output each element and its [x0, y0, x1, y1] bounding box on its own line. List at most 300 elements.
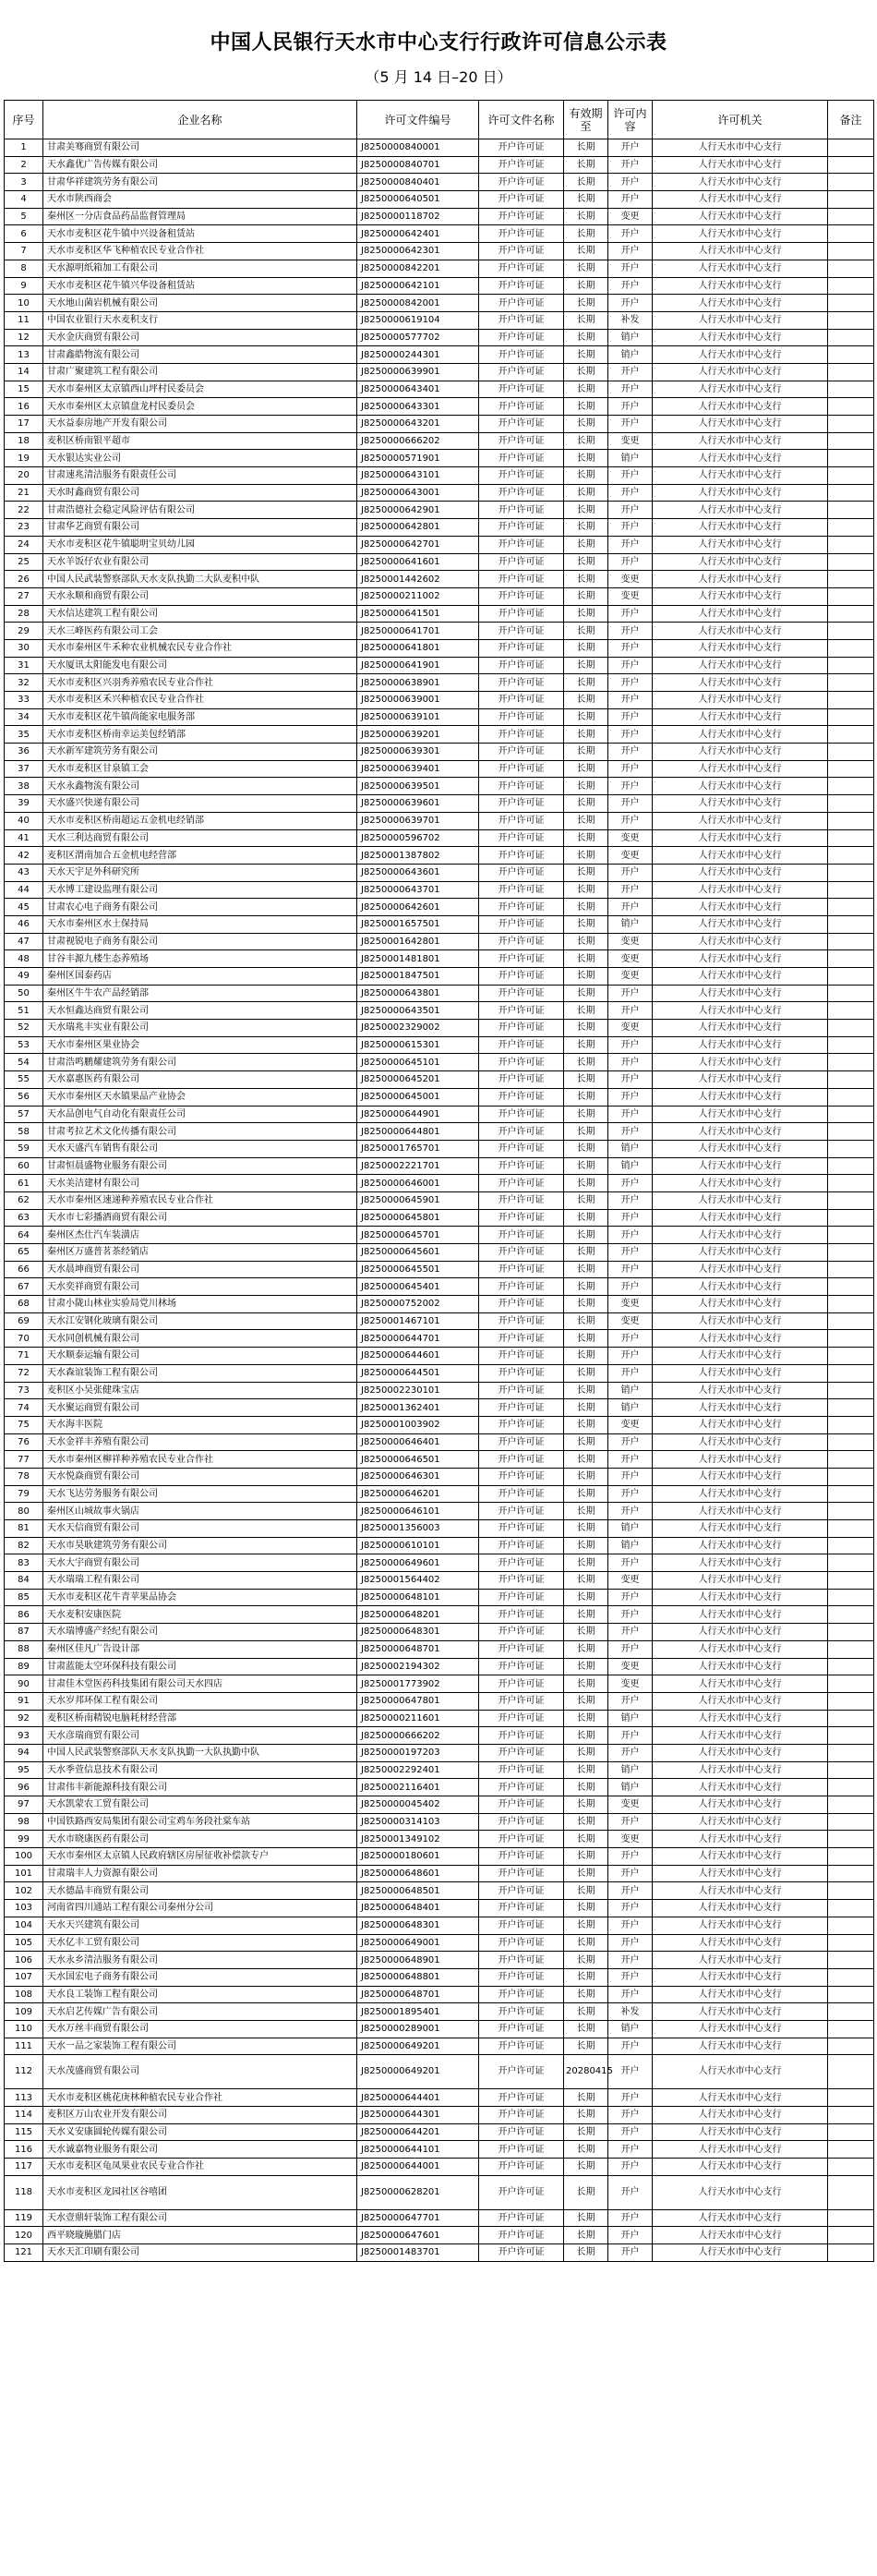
- cell-license-name: 开户许可证: [479, 1209, 564, 1227]
- cell-authority: 人行天水市中心支行: [653, 1261, 828, 1278]
- table-row: [5, 864, 874, 881]
- cell-authority: 人行天水市中心支行: [653, 1296, 828, 1313]
- cell-license-content: 开户: [608, 1330, 653, 1348]
- cell-valid-until: 长期: [564, 1848, 608, 1866]
- cell-license-content: 开户: [608, 174, 653, 191]
- cell-remarks: [828, 1140, 874, 1157]
- table-row: [5, 1968, 874, 1986]
- table-row: [5, 1485, 874, 1503]
- table-row: [5, 502, 874, 519]
- cell-license-name: 开户许可证: [479, 1917, 564, 1934]
- cell-valid-until: 长期: [564, 933, 608, 950]
- cell-authority: 人行天水市中心支行: [653, 1554, 828, 1572]
- cell-license-name: 开户许可证: [479, 2107, 564, 2124]
- cell-license-number: J8250001564402: [357, 1572, 479, 1590]
- cell-remarks: [828, 1779, 874, 1796]
- cell-license-content: 开户: [608, 1640, 653, 1658]
- cell-license-content: 开户: [608, 692, 653, 709]
- cell-company: 秦州区牛牛农产品经销部: [43, 985, 357, 1002]
- cell-company: 天水瑞博盛产经纪有限公司: [43, 1624, 357, 1641]
- cell-valid-until: 长期: [564, 174, 608, 191]
- cell-company: 天水博工建设监理有限公司: [43, 881, 357, 899]
- cell-license-name: 开户许可证: [479, 346, 564, 364]
- table-row: [5, 1209, 874, 1227]
- cell-license-content: 开户: [608, 1191, 653, 1209]
- table-row: [5, 2159, 874, 2176]
- cell-index: 81: [5, 1520, 43, 1538]
- cell-valid-until: 长期: [564, 881, 608, 899]
- table-row: [5, 2123, 874, 2141]
- cell-company: 天水金祥丰养殖有限公司: [43, 1433, 357, 1451]
- table-row: [5, 363, 874, 381]
- cell-license-content: 开户: [608, 1848, 653, 1866]
- cell-remarks: [828, 1848, 874, 1866]
- cell-remarks: [828, 1191, 874, 1209]
- cell-remarks: [828, 1106, 874, 1123]
- cell-index: 105: [5, 1934, 43, 1952]
- cell-license-name: 开户许可证: [479, 1312, 564, 1330]
- cell-company: 天水市麦积区花牛镇尚能家电服务部: [43, 708, 357, 726]
- cell-remarks: [828, 985, 874, 1002]
- cell-remarks: [828, 191, 874, 209]
- cell-license-number: J8250000644001: [357, 2159, 479, 2176]
- cell-license-number: J8250000314103: [357, 1813, 479, 1831]
- cell-company: 麦积区小吴张健珠宝店: [43, 1382, 357, 1399]
- cell-valid-until: 长期: [564, 1209, 608, 1227]
- cell-license-content: 变更: [608, 1658, 653, 1675]
- cell-license-name: 开户许可证: [479, 778, 564, 795]
- cell-license-number: J8250000639701: [357, 812, 479, 829]
- cell-license-number: J8250001847501: [357, 968, 479, 986]
- cell-remarks: [828, 1433, 874, 1451]
- cell-company: 秦州区万盛普茗茶经销店: [43, 1244, 357, 1262]
- cell-index: 89: [5, 1658, 43, 1675]
- cell-authority: 人行天水市中心支行: [653, 1917, 828, 1934]
- cell-valid-until: 长期: [564, 1416, 608, 1433]
- cell-license-number: J8250000643201: [357, 416, 479, 433]
- cell-valid-until: 长期: [564, 329, 608, 346]
- cell-index: 78: [5, 1468, 43, 1485]
- cell-valid-until: 长期: [564, 1520, 608, 1538]
- cell-authority: 人行天水市中心支行: [653, 174, 828, 191]
- cell-remarks: [828, 778, 874, 795]
- cell-valid-until: 长期: [564, 1554, 608, 1572]
- cell-license-content: 开户: [608, 2141, 653, 2159]
- cell-remarks: [828, 1554, 874, 1572]
- cell-license-content: 开户: [608, 1468, 653, 1485]
- table-row: [5, 1278, 874, 1296]
- cell-license-name: 开户许可证: [479, 1416, 564, 1433]
- cell-valid-until: 长期: [564, 623, 608, 640]
- cell-license-number: J8250000647701: [357, 2209, 479, 2227]
- cell-remarks: [828, 864, 874, 881]
- cell-valid-until: 长期: [564, 950, 608, 968]
- header-authority: 许可机关: [653, 101, 828, 139]
- table-row: [5, 536, 874, 553]
- cell-index: 19: [5, 450, 43, 467]
- cell-license-content: 开户: [608, 2209, 653, 2227]
- cell-license-number: J8250000244301: [357, 346, 479, 364]
- cell-valid-until: 长期: [564, 1640, 608, 1658]
- cell-company: 天水市麦积区桥南超运五金机电经销部: [43, 812, 357, 829]
- cell-license-number: J8250000647601: [357, 2227, 479, 2244]
- cell-license-name: 开户许可证: [479, 760, 564, 778]
- cell-index: 91: [5, 1692, 43, 1710]
- table-row: [5, 467, 874, 485]
- cell-remarks: [828, 1865, 874, 1882]
- table-row: [5, 1054, 874, 1071]
- cell-license-number: J8250000649201: [357, 2038, 479, 2055]
- cell-authority: 人行天水市中心支行: [653, 2209, 828, 2227]
- cell-remarks: [828, 1002, 874, 1020]
- cell-authority: 人行天水市中心支行: [653, 1503, 828, 1520]
- cell-authority: 人行天水市中心支行: [653, 1433, 828, 1451]
- cell-remarks: [828, 1986, 874, 2003]
- cell-authority: 人行天水市中心支行: [653, 1382, 828, 1399]
- cell-license-content: 开户: [608, 1813, 653, 1831]
- cell-valid-until: 长期: [564, 432, 608, 450]
- table-row: [5, 2227, 874, 2244]
- cell-remarks: [828, 2089, 874, 2107]
- cell-license-number: J8250000577702: [357, 329, 479, 346]
- cell-license-number: J8250000646301: [357, 1468, 479, 1485]
- cell-company: 天水市麦积区花牛青苹果品协会: [43, 1589, 357, 1606]
- cell-valid-until: 长期: [564, 1952, 608, 1969]
- cell-company: 秦州区山城故事火锅店: [43, 1503, 357, 1520]
- cell-company: 天水市秦州区果业协会: [43, 1036, 357, 1054]
- cell-authority: 人行天水市中心支行: [653, 381, 828, 398]
- cell-company: 甘肃速兆清洁服务有限责任公司: [43, 467, 357, 485]
- cell-license-number: J8250000842201: [357, 260, 479, 277]
- cell-remarks: [828, 346, 874, 364]
- cell-license-name: 开户许可证: [479, 1191, 564, 1209]
- cell-valid-until: 长期: [564, 1071, 608, 1089]
- cell-authority: 人行天水市中心支行: [653, 1468, 828, 1485]
- table-row: [5, 744, 874, 761]
- cell-authority: 人行天水市中心支行: [653, 243, 828, 260]
- cell-index: 118: [5, 2175, 43, 2209]
- cell-license-number: J8250000596702: [357, 829, 479, 847]
- cell-license-content: 开户: [608, 1088, 653, 1106]
- cell-license-name: 开户许可证: [479, 398, 564, 416]
- cell-valid-until: 长期: [564, 1227, 608, 1244]
- cell-license-content: 变更: [608, 847, 653, 865]
- table-row: [5, 432, 874, 450]
- cell-authority: 人行天水市中心支行: [653, 1692, 828, 1710]
- cell-authority: 人行天水市中心支行: [653, 915, 828, 933]
- cell-license-content: 开户: [608, 1348, 653, 1365]
- cell-license-number: J8250001442602: [357, 571, 479, 588]
- table-row: [5, 881, 874, 899]
- cell-valid-until: 长期: [564, 1624, 608, 1641]
- cell-valid-until: 长期: [564, 1364, 608, 1382]
- cell-license-content: 开户: [608, 1209, 653, 1227]
- cell-company: 天水天信商贸有限公司: [43, 1520, 357, 1538]
- table-row: [5, 795, 874, 813]
- cell-license-number: J8250000571901: [357, 450, 479, 467]
- cell-license-number: J8250002221701: [357, 1157, 479, 1175]
- cell-license-name: 开户许可证: [479, 1968, 564, 1986]
- cell-company: 天水市秦州区天水镇果品产业协会: [43, 1088, 357, 1106]
- cell-remarks: [828, 484, 874, 502]
- cell-license-content: 开户: [608, 1123, 653, 1141]
- cell-remarks: [828, 623, 874, 640]
- cell-remarks: [828, 1658, 874, 1675]
- cell-company: 天水顺泰运输有限公司: [43, 1348, 357, 1365]
- cell-authority: 人行天水市中心支行: [653, 1952, 828, 1969]
- cell-license-number: J8250000639501: [357, 778, 479, 795]
- cell-remarks: [828, 295, 874, 312]
- cell-license-name: 开户许可证: [479, 1986, 564, 2003]
- cell-remarks: [828, 1952, 874, 1969]
- cell-valid-until: 长期: [564, 674, 608, 692]
- license-table: [4, 100, 874, 2262]
- cell-license-number: J8250000648301: [357, 1917, 479, 1934]
- cell-license-number: J8250000648701: [357, 1986, 479, 2003]
- cell-remarks: [828, 1348, 874, 1365]
- cell-remarks: [828, 2209, 874, 2227]
- cell-company: 秦州区国泰药店: [43, 968, 357, 986]
- cell-license-name: 开户许可证: [479, 156, 564, 174]
- cell-license-content: 开户: [608, 502, 653, 519]
- cell-license-name: 开户许可证: [479, 708, 564, 726]
- cell-valid-until: 长期: [564, 1106, 608, 1123]
- cell-remarks: [828, 381, 874, 398]
- cell-index: 108: [5, 1986, 43, 2003]
- table-row: [5, 829, 874, 847]
- cell-index: 83: [5, 1554, 43, 1572]
- cell-authority: 人行天水市中心支行: [653, 2175, 828, 2209]
- cell-license-name: 开户许可证: [479, 1227, 564, 1244]
- cell-license-name: 开户许可证: [479, 1640, 564, 1658]
- cell-valid-until: 长期: [564, 2123, 608, 2141]
- cell-valid-until: 长期: [564, 381, 608, 398]
- cell-license-number: J8250000646001: [357, 1175, 479, 1192]
- cell-remarks: [828, 1813, 874, 1831]
- table-row: [5, 985, 874, 1002]
- cell-valid-until: 长期: [564, 484, 608, 502]
- cell-index: 20: [5, 467, 43, 485]
- table-row: [5, 346, 874, 364]
- cell-license-number: J8250000641501: [357, 605, 479, 623]
- table-row: [5, 1244, 874, 1262]
- cell-remarks: [828, 1020, 874, 1037]
- cell-remarks: [828, 708, 874, 726]
- cell-license-number: J8250000642701: [357, 536, 479, 553]
- cell-authority: 人行天水市中心支行: [653, 778, 828, 795]
- cell-company: 天水市麦积区龙园社区谷嘻团: [43, 2175, 357, 2209]
- cell-license-content: 变更: [608, 1416, 653, 1433]
- cell-license-name: 开户许可证: [479, 536, 564, 553]
- cell-license-name: 开户许可证: [479, 1364, 564, 1382]
- cell-license-content: 开户: [608, 1503, 653, 1520]
- cell-license-name: 开户许可证: [479, 1036, 564, 1054]
- cell-license-content: 开户: [608, 812, 653, 829]
- cell-company: 天水茂盛商贸有限公司: [43, 2055, 357, 2089]
- cell-authority: 人行天水市中心支行: [653, 277, 828, 295]
- cell-index: 61: [5, 1175, 43, 1192]
- cell-authority: 人行天水市中心支行: [653, 1002, 828, 1020]
- cell-authority: 人行天水市中心支行: [653, 1312, 828, 1330]
- cell-authority: 人行天水市中心支行: [653, 1485, 828, 1503]
- cell-valid-until: 长期: [564, 2209, 608, 2227]
- cell-company: 天水三峰医药有限公司工会: [43, 623, 357, 640]
- table-row: [5, 657, 874, 674]
- cell-license-name: 开户许可证: [479, 2003, 564, 2021]
- cell-authority: 人行天水市中心支行: [653, 1796, 828, 1814]
- cell-license-content: 开户: [608, 243, 653, 260]
- cell-authority: 人行天水市中心支行: [653, 1209, 828, 1227]
- cell-license-name: 开户许可证: [479, 2123, 564, 2141]
- cell-index: 92: [5, 1710, 43, 1727]
- table-row: [5, 899, 874, 916]
- cell-index: 71: [5, 1348, 43, 1365]
- cell-index: 107: [5, 1968, 43, 1986]
- cell-valid-until: 长期: [564, 744, 608, 761]
- cell-license-number: J8250000619104: [357, 311, 479, 329]
- table-row: [5, 1831, 874, 1848]
- cell-remarks: [828, 1572, 874, 1590]
- table-row: [5, 950, 874, 968]
- cell-company: 天水天盛汽车销售有限公司: [43, 1140, 357, 1157]
- cell-remarks: [828, 329, 874, 346]
- cell-license-content: 开户: [608, 778, 653, 795]
- table-row: [5, 1106, 874, 1123]
- table-row: [5, 812, 874, 829]
- cell-license-content: 开户: [608, 708, 653, 726]
- cell-license-number: J8250000644401: [357, 2089, 479, 2107]
- cell-company: 天水金庆商贸有限公司: [43, 329, 357, 346]
- cell-license-number: J8250000642401: [357, 225, 479, 243]
- cell-license-number: J8250000646201: [357, 1485, 479, 1503]
- cell-index: 54: [5, 1054, 43, 1071]
- cell-license-number: J8250000666202: [357, 1727, 479, 1745]
- cell-company: 天水国宏电子商务有限公司: [43, 1968, 357, 1986]
- cell-license-name: 开户许可证: [479, 1554, 564, 1572]
- cell-authority: 人行天水市中心支行: [653, 1278, 828, 1296]
- cell-company: 天水源明纸箱加工有限公司: [43, 260, 357, 277]
- cell-authority: 人行天水市中心支行: [653, 1140, 828, 1157]
- cell-authority: 人行天水市中心支行: [653, 346, 828, 364]
- cell-index: 74: [5, 1399, 43, 1417]
- cell-index: 36: [5, 744, 43, 761]
- cell-remarks: [828, 2141, 874, 2159]
- cell-license-name: 开户许可证: [479, 467, 564, 485]
- table-row: [5, 1520, 874, 1538]
- cell-license-content: 开户: [608, 363, 653, 381]
- cell-valid-until: 长期: [564, 2227, 608, 2244]
- cell-license-name: 开户许可证: [479, 1002, 564, 1020]
- table-row: [5, 450, 874, 467]
- cell-license-name: 开户许可证: [479, 1934, 564, 1952]
- cell-company: 天水市陕西商会: [43, 191, 357, 209]
- cell-index: 69: [5, 1312, 43, 1330]
- table-row: [5, 605, 874, 623]
- cell-license-name: 开户许可证: [479, 726, 564, 744]
- cell-license-name: 开户许可证: [479, 1900, 564, 1917]
- table-row: [5, 484, 874, 502]
- cell-license-content: 开户: [608, 899, 653, 916]
- cell-authority: 人行天水市中心支行: [653, 1813, 828, 1831]
- cell-remarks: [828, 1468, 874, 1485]
- cell-remarks: [828, 519, 874, 537]
- cell-valid-until: 长期: [564, 2003, 608, 2021]
- cell-index: 59: [5, 1140, 43, 1157]
- cell-license-content: 开户: [608, 1244, 653, 1262]
- table-row: [5, 1744, 874, 1761]
- cell-company: 河南省四川通站工程有限公司秦州分公司: [43, 1900, 357, 1917]
- cell-index: 114: [5, 2107, 43, 2124]
- cell-license-content: 开户: [608, 225, 653, 243]
- cell-license-number: J8250000649601: [357, 1554, 479, 1572]
- cell-license-name: 开户许可证: [479, 1348, 564, 1365]
- cell-license-content: 开户: [608, 795, 653, 813]
- cell-license-name: 开户许可证: [479, 1088, 564, 1106]
- cell-company: 麦积区桥南银平超市: [43, 432, 357, 450]
- cell-valid-until: 长期: [564, 191, 608, 209]
- cell-license-content: 变更: [608, 571, 653, 588]
- cell-remarks: [828, 1244, 874, 1262]
- cell-valid-until: 长期: [564, 985, 608, 1002]
- cell-authority: 人行天水市中心支行: [653, 605, 828, 623]
- cell-company: 秦州区杰仕汽车装潢店: [43, 1227, 357, 1244]
- cell-license-number: J8250001467101: [357, 1312, 479, 1330]
- cell-license-content: 销户: [608, 1779, 653, 1796]
- table-row: [5, 1036, 874, 1054]
- cell-remarks: [828, 760, 874, 778]
- cell-valid-until: 长期: [564, 1692, 608, 1710]
- cell-license-content: 开户: [608, 2107, 653, 2124]
- cell-remarks: [828, 2038, 874, 2055]
- cell-authority: 人行天水市中心支行: [653, 985, 828, 1002]
- cell-license-content: 开户: [608, 1692, 653, 1710]
- cell-authority: 人行天水市中心支行: [653, 1036, 828, 1054]
- header-license-content: 许可内容: [608, 101, 653, 139]
- cell-index: 79: [5, 1485, 43, 1503]
- cell-authority: 人行天水市中心支行: [653, 1675, 828, 1693]
- cell-authority: 人行天水市中心支行: [653, 1088, 828, 1106]
- cell-index: 98: [5, 1813, 43, 1831]
- cell-valid-until: 长期: [564, 587, 608, 605]
- cell-license-content: 变更: [608, 1675, 653, 1693]
- cell-remarks: [828, 1485, 874, 1503]
- cell-company: 天水森谊装饰工程有限公司: [43, 1364, 357, 1382]
- cell-index: 37: [5, 760, 43, 778]
- table-row: [5, 1002, 874, 1020]
- cell-remarks: [828, 311, 874, 329]
- cell-license-name: 开户许可证: [479, 1106, 564, 1123]
- cell-company: 天水厦讯太阳能发电有限公司: [43, 657, 357, 674]
- cell-authority: 人行天水市中心支行: [653, 1831, 828, 1848]
- cell-license-name: 开户许可证: [479, 208, 564, 225]
- cell-valid-until: 长期: [564, 243, 608, 260]
- cell-license-name: 开户许可证: [479, 1468, 564, 1485]
- cell-license-name: 开户许可证: [479, 829, 564, 847]
- table-row: [5, 1364, 874, 1382]
- cell-remarks: [828, 277, 874, 295]
- cell-company: 天水三利达商贸有限公司: [43, 829, 357, 847]
- cell-license-content: 开户: [608, 2244, 653, 2262]
- cell-license-name: 开户许可证: [479, 243, 564, 260]
- cell-license-name: 开户许可证: [479, 1744, 564, 1761]
- cell-index: 84: [5, 1572, 43, 1590]
- cell-company: 天水天宇足外科研究所: [43, 864, 357, 881]
- cell-valid-until: 长期: [564, 2244, 608, 2262]
- cell-license-number: J8250000646401: [357, 1433, 479, 1451]
- cell-license-number: J8250001003902: [357, 1416, 479, 1433]
- table-row: [5, 1572, 874, 1590]
- cell-license-number: J8250000752002: [357, 1296, 479, 1313]
